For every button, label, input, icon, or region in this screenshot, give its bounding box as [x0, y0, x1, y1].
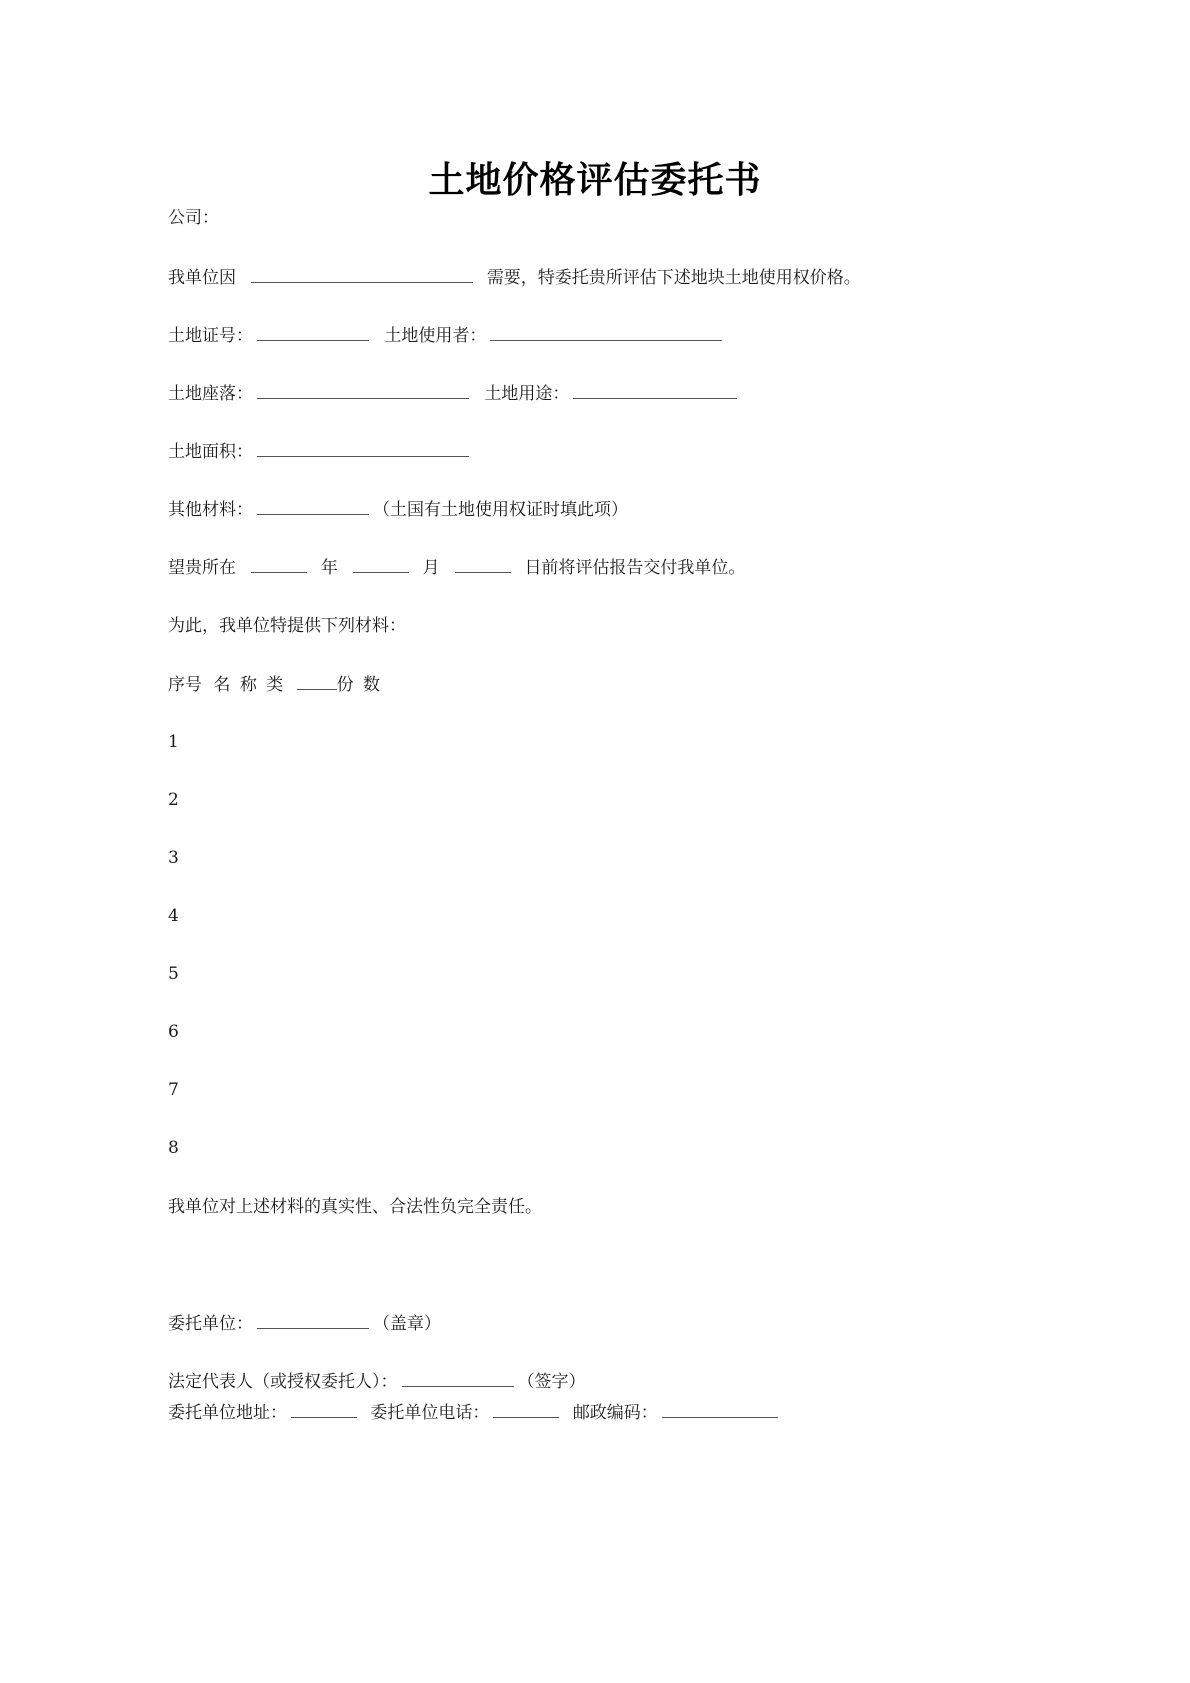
legal-rep-label: 法定代表人（或授权委托人）：: [168, 1372, 398, 1392]
category-blank[interactable]: [297, 673, 337, 690]
phone-label: 委托单位电话：: [370, 1403, 490, 1423]
material-row: 1: [168, 732, 179, 752]
header-name-1: 名: [213, 675, 231, 695]
postcode-blank[interactable]: [662, 1401, 778, 1418]
other-materials-note: （土国有土地使用权证时填此项）: [373, 500, 628, 520]
deadline-suffix: 日前将评估报告交付我单位。: [524, 558, 746, 578]
document-title: 土地价格评估委托书: [428, 160, 762, 201]
addressee: 公司：: [168, 208, 219, 228]
postcode-label: 邮政编码：: [572, 1403, 658, 1423]
material-row: 7: [168, 1080, 179, 1100]
land-location-line: [168, 382, 741, 405]
contact-line: [168, 1401, 782, 1424]
intro-line: [168, 266, 861, 289]
responsibility-statement: 我单位对上述材料的真实性、合法性负完全责任。: [168, 1197, 542, 1217]
legal-rep-note: （签字）: [517, 1372, 586, 1392]
client-unit-blank[interactable]: [257, 1312, 369, 1329]
deadline-prefix: 望贵所在: [168, 558, 236, 578]
header-copies-1: 份: [336, 675, 354, 695]
material-row: 4: [168, 906, 179, 926]
land-use-label: 土地用途：: [484, 384, 570, 404]
material-row: 8: [168, 1138, 179, 1158]
reason-blank[interactable]: [251, 266, 473, 283]
land-area-label: 土地面积：: [168, 442, 253, 462]
land-cert-line: [168, 324, 726, 347]
land-user-blank[interactable]: [490, 324, 722, 341]
land-cert-blank[interactable]: [257, 324, 369, 341]
land-location-blank[interactable]: [257, 382, 469, 399]
other-materials-blank[interactable]: [257, 498, 369, 515]
land-location-label: 土地座落：: [168, 384, 253, 404]
land-area-blank[interactable]: [257, 440, 469, 457]
materials-intro: 为此，我单位特提供下列材料：: [168, 616, 406, 636]
land-cert-label: 土地证号：: [168, 326, 253, 346]
material-row: 2: [168, 790, 179, 810]
material-row: 5: [168, 964, 179, 984]
intro-suffix: 需要，特委托贵所评估下述地块土地使用权价格。: [486, 268, 861, 288]
header-name-2: 称: [239, 675, 257, 695]
legal-rep-line: [168, 1370, 586, 1393]
header-copies-2: 数: [363, 675, 381, 695]
phone-blank[interactable]: [493, 1401, 559, 1418]
month-blank[interactable]: [353, 556, 409, 573]
intro-prefix: 我单位因: [168, 268, 236, 288]
client-unit-line: [168, 1312, 441, 1335]
year-label: 年: [320, 558, 338, 578]
legal-rep-blank[interactable]: [402, 1370, 514, 1387]
land-use-blank[interactable]: [573, 382, 737, 399]
deadline-line: [168, 556, 745, 579]
material-row: 3: [168, 848, 179, 868]
header-category: 类: [266, 675, 284, 695]
year-blank[interactable]: [251, 556, 307, 573]
materials-header: [168, 673, 380, 696]
land-area-line: [168, 440, 473, 463]
month-label: 月: [422, 558, 440, 578]
day-blank[interactable]: [455, 556, 511, 573]
client-unit-note: （盖章）: [373, 1314, 441, 1334]
address-blank[interactable]: [291, 1401, 357, 1418]
address-label: 委托单位地址：: [168, 1403, 287, 1423]
client-unit-label: 委托单位：: [168, 1314, 253, 1334]
material-row: 6: [168, 1022, 179, 1042]
other-materials-label: 其他材料：: [168, 500, 253, 520]
header-seq: 序号: [168, 675, 202, 695]
land-user-label: 土地使用者：: [384, 326, 487, 346]
other-materials-line: [168, 498, 628, 521]
